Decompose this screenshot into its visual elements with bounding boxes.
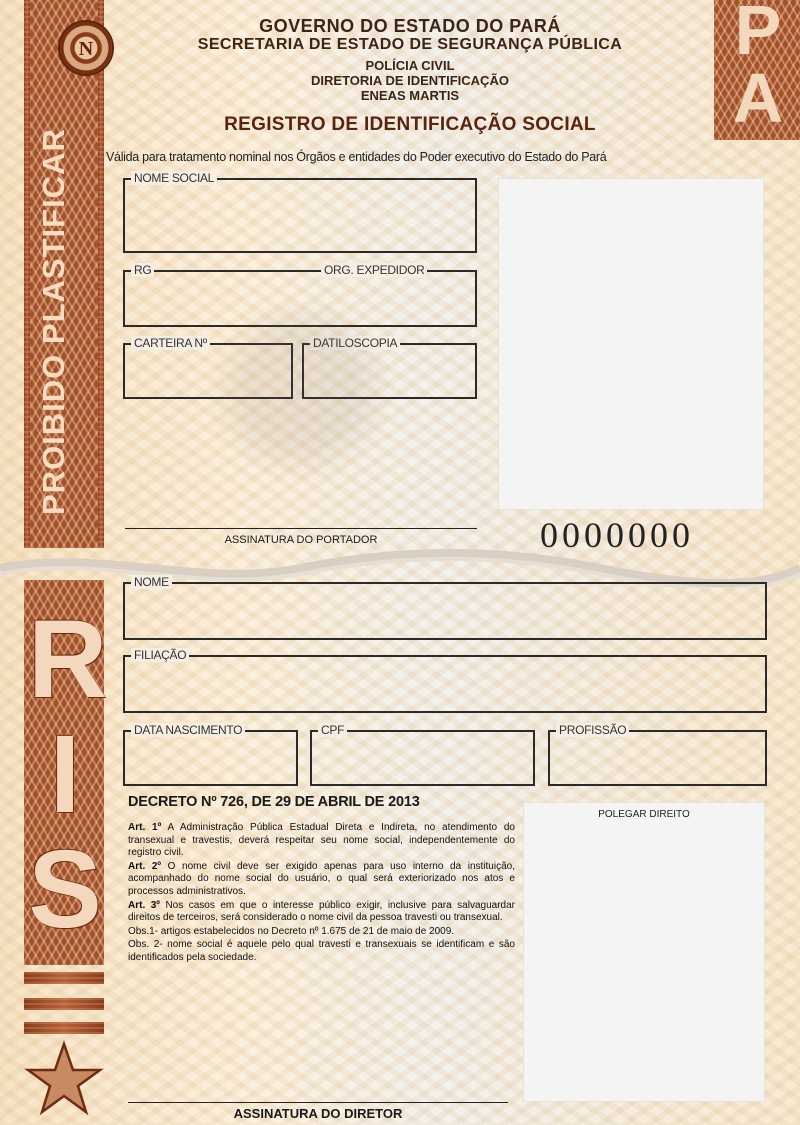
- decree-title: DECRETO Nº 726, DE 29 DE ABRIL DE 2013: [128, 794, 420, 810]
- ris-letter-r: R: [28, 598, 108, 721]
- portador-signature-line: [125, 528, 477, 529]
- decree-article-2: [128, 861, 515, 899]
- band-strip-1: [24, 972, 104, 984]
- decree-article-3: [128, 900, 515, 925]
- svg-text:N: N: [78, 38, 94, 60]
- pa-letter-a: A: [732, 59, 784, 137]
- header-government: GOVERNO DO ESTADO DO PARÁ: [259, 16, 561, 36]
- datiloscopia-label: DATILOSCOPIA: [310, 336, 400, 350]
- serial-number: 0000000: [540, 515, 694, 555]
- art1-text: A Administração Pública Estadual Direta e Indireta, no atendimento do transexual e travestis, deverá respeitar seu nome social, independentemente do registro civil.: [128, 822, 515, 859]
- pa-letter-p: P: [734, 0, 782, 69]
- profissao-label: PROFISSÃO: [556, 723, 629, 737]
- decree-article-1: [128, 822, 515, 860]
- rg-label: RG: [131, 263, 154, 277]
- diretor-signature-line: [128, 1102, 508, 1103]
- photo-area: [498, 178, 764, 510]
- art2-text: O nome civil deve ser exigido apenas para uso interno da instituição, acompanhado do nome social do usuário, o qual será exteriorizado nos atos e processos administrativos.: [128, 860, 515, 897]
- filiacao-field[interactable]: [123, 648, 767, 713]
- nome-social-label: NOME SOCIAL: [131, 171, 217, 185]
- ris-letter-s: S: [28, 828, 102, 951]
- filiacao-label: FILIAÇÃO: [131, 648, 189, 662]
- art3-label: Art. 3º: [128, 899, 160, 911]
- left-band-stripe-right: [98, 0, 104, 548]
- seal-icon: [60, 22, 112, 74]
- thumbprint-label: POLEGAR DIREITO: [598, 809, 690, 820]
- thumbprint-area: [523, 802, 765, 1102]
- nome-social-field[interactable]: [123, 171, 477, 253]
- decree-body: [128, 822, 515, 965]
- carteira-label: CARTEIRA Nº: [131, 336, 210, 350]
- data-nascimento-label: DATA NASCIMENTO: [131, 723, 245, 737]
- header-policia: POLÍCIA CIVIL: [365, 58, 455, 73]
- art2-label: Art. 2º: [128, 860, 162, 872]
- cpf-field[interactable]: [310, 723, 535, 786]
- header-secretaria: SECRETARIA DE ESTADO DE SEGURANÇA PÚBLICA: [197, 36, 623, 53]
- data-nascimento-field[interactable]: [123, 723, 298, 786]
- ris-letter-i: I: [49, 713, 81, 836]
- org-expedidor-label: ORG. EXPEDIDOR: [321, 263, 427, 277]
- band-strip-2: [24, 998, 104, 1010]
- portador-signature-label: ASSINATURA DO PORTADOR: [224, 534, 378, 546]
- art3-text: Nos casos em que o interesse público exigir, inclusive para salvaguardar direitos de terceiros, será considerado o nome civil da pessoa travesti ou transexual.: [128, 899, 515, 924]
- document-title: REGISTRO DE IDENTIFICAÇÃO SOCIAL: [224, 114, 596, 135]
- vertical-warning-text: PROIBIDO PLASTIFICAR: [36, 128, 71, 515]
- header-eneas: ENEAS MARTIS: [360, 88, 460, 103]
- pa-badge: [714, 0, 800, 140]
- art1-label: Art. 1º: [128, 822, 162, 833]
- watermark-emblem: [200, 300, 400, 480]
- decree-obs-2: Obs. 2- nome social é aquele pelo qual travesti e transexuais se identificam e são identificados pela sociedade.: [128, 939, 515, 963]
- nome-label: NOME: [131, 575, 172, 589]
- nome-field[interactable]: [123, 575, 767, 640]
- star-icon: [24, 1040, 104, 1120]
- profissao-field[interactable]: [548, 723, 767, 786]
- coat-of-arms-seal: [60, 22, 112, 74]
- header-diretoria: DIRETORIA DE IDENTIFICAÇÃO: [311, 73, 509, 88]
- decree-obs-1: Obs.1- artigos estabelecidos no Decreto nº 1.675 de 21 de maio de 2009.: [128, 925, 455, 937]
- cpf-label: CPF: [318, 723, 347, 737]
- diretor-signature-label: ASSINATURA DO DIRETOR: [233, 1106, 403, 1121]
- validity-text: Válida para tratamento nominal nos Órgãos e entidades do Poder executivo do Estado do Pará: [106, 150, 607, 164]
- left-band-stripe: [24, 0, 30, 548]
- band-strip-3: [24, 1022, 104, 1034]
